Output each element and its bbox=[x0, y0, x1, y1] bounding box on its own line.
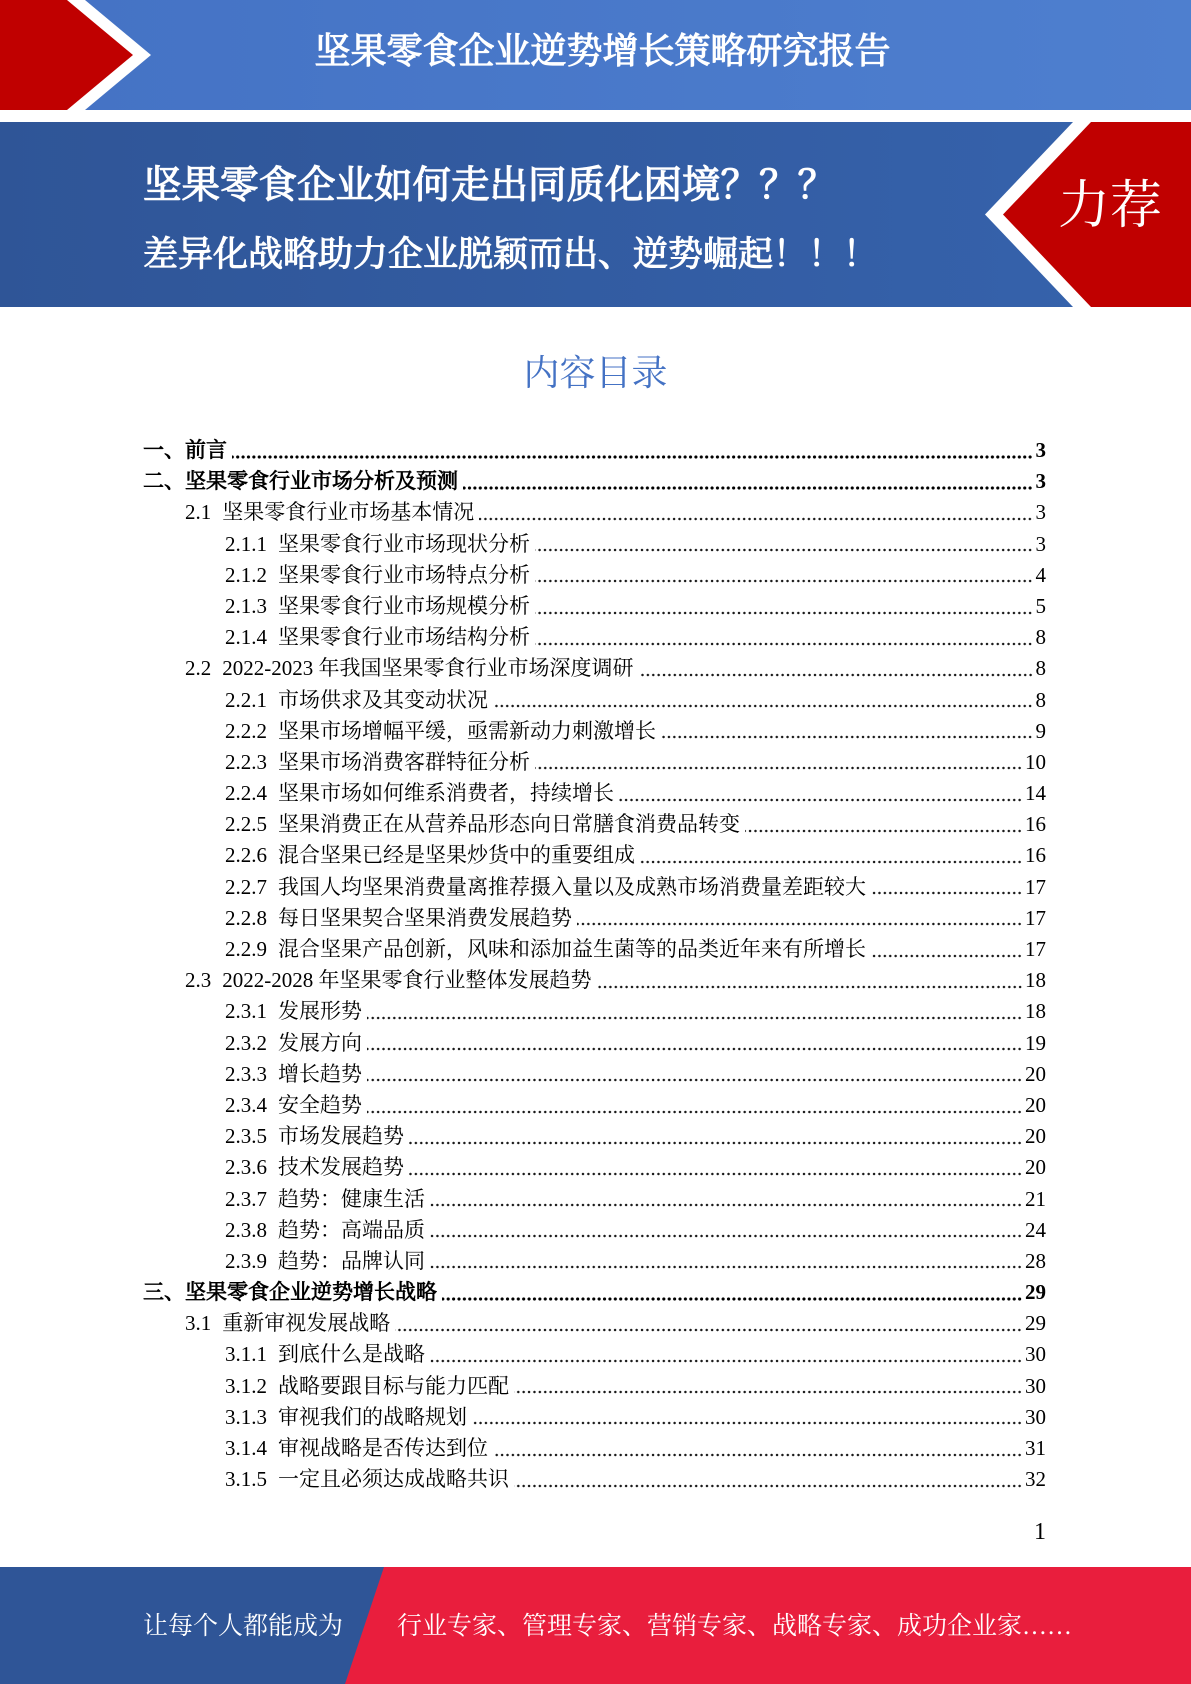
toc-dot-leader bbox=[661, 735, 1034, 739]
toc-entry[interactable] bbox=[143, 747, 1046, 778]
toc-entry-title: 市场供求及其变动状况 bbox=[278, 687, 488, 712]
toc-entry[interactable] bbox=[143, 716, 1046, 747]
toc-entry[interactable] bbox=[143, 934, 1046, 965]
toc-entry[interactable] bbox=[143, 965, 1046, 996]
toc-dot-leader bbox=[745, 829, 1023, 833]
toc-entry-number: 2.3.2 bbox=[225, 1030, 267, 1055]
toc-dot-leader bbox=[871, 954, 1023, 958]
toc-entry-title: 重新审视发展战略 bbox=[222, 1311, 391, 1336]
toc-entry-title: 市场发展趋势 bbox=[278, 1124, 404, 1149]
toc-entry-number: 2.1.3 bbox=[225, 593, 267, 618]
toc-entry-page: 16 bbox=[1025, 843, 1046, 868]
toc-entry-page: 20 bbox=[1025, 1061, 1046, 1086]
toc-entry-page: 9 bbox=[1035, 718, 1046, 743]
toc-entry-page: 20 bbox=[1025, 1092, 1046, 1117]
toc-entry[interactable] bbox=[143, 809, 1046, 840]
toc-entry-number: 2.3.9 bbox=[225, 1248, 267, 1273]
toc-entry-number: 2.2.7 bbox=[225, 874, 267, 899]
toc-entry-number: 3.1.1 bbox=[225, 1342, 267, 1367]
toc-entry-title: 增长趋势 bbox=[278, 1061, 362, 1086]
toc-entry-title: 发展形势 bbox=[278, 999, 362, 1024]
toc-entry-title: 每日坚果契合坚果消费发展趋势 bbox=[278, 905, 572, 930]
recommend-badge: 力荐 bbox=[1058, 178, 1163, 235]
toc-entry-title: 趋势：健康生活 bbox=[278, 1186, 425, 1211]
toc-entry[interactable] bbox=[143, 778, 1046, 809]
toc-dot-leader bbox=[535, 611, 1034, 615]
toc-dot-leader bbox=[619, 798, 1023, 802]
toc-entry-number: 三、 bbox=[143, 1281, 185, 1305]
toc-dot-leader bbox=[367, 1078, 1023, 1082]
toc-entry-page: 20 bbox=[1025, 1155, 1046, 1180]
toc-dot-leader bbox=[430, 1359, 1023, 1363]
toc-entry-title: 坚果零食行业市场基本情况 bbox=[222, 500, 475, 525]
toc-dot-leader bbox=[367, 1047, 1023, 1051]
toc-entry-title: 我国人均坚果消费量离推荐摄入量以及成熟市场消费量差距较大 bbox=[278, 874, 866, 899]
toc-entry-number: 2.1 bbox=[185, 500, 212, 525]
toc-entry-number: 2.2.5 bbox=[225, 812, 267, 837]
toc-dot-leader bbox=[463, 486, 1034, 490]
toc-dot-leader bbox=[493, 1453, 1023, 1457]
toc-entry[interactable] bbox=[143, 653, 1046, 684]
toc-dot-leader bbox=[367, 1110, 1023, 1114]
toc-entry[interactable] bbox=[143, 560, 1046, 591]
toc-entry[interactable] bbox=[143, 1402, 1046, 1433]
toc-dot-leader bbox=[442, 1297, 1023, 1301]
toc-dot-leader bbox=[535, 579, 1034, 583]
toc-dot-leader bbox=[597, 985, 1024, 989]
toc-entry-page: 20 bbox=[1025, 1124, 1046, 1149]
toc-entry[interactable] bbox=[143, 1184, 1046, 1215]
toc-entry-number: 2.2.4 bbox=[225, 781, 267, 806]
toc-entry[interactable] bbox=[143, 1152, 1046, 1183]
toc-entry-page: 28 bbox=[1025, 1248, 1046, 1273]
toc-entry-title: 坚果零食行业市场现状分析 bbox=[278, 531, 530, 556]
toc-entry-title: 战略要跟目标与能力匹配 bbox=[278, 1373, 509, 1398]
toc-entry-page: 8 bbox=[1035, 625, 1046, 650]
toc-entry-page: 17 bbox=[1025, 874, 1046, 899]
toc-dot-leader bbox=[514, 1484, 1023, 1488]
toc-entry-title: 坚果市场消费客群特征分析 bbox=[278, 749, 530, 774]
toc-entry-title: 坚果零食行业市场结构分析 bbox=[278, 625, 530, 650]
banner-subheadline: 差异化战略助力企业脱颖而出、逆势崛起！！！ bbox=[143, 235, 879, 274]
toc-entry-title: 审视我们的战略规划 bbox=[278, 1404, 467, 1429]
toc-entry-number: 2.3.7 bbox=[225, 1186, 267, 1211]
toc-entry-page: 30 bbox=[1025, 1404, 1046, 1429]
toc-entry[interactable] bbox=[143, 622, 1046, 653]
toc-entry-title: 一定且必须达成战略共识 bbox=[278, 1467, 509, 1492]
toc-entry[interactable] bbox=[143, 1371, 1046, 1402]
toc-entry-page: 17 bbox=[1025, 905, 1046, 930]
banner-headline: 坚果零食企业如何走出同质化困境？？？ bbox=[143, 164, 837, 207]
toc-dot-leader bbox=[577, 922, 1023, 926]
toc-entry-title: 发展方向 bbox=[278, 1030, 362, 1055]
toc-entry-number: 2.3.5 bbox=[225, 1124, 267, 1149]
toc-entry-title: 坚果零食行业市场特点分析 bbox=[278, 562, 530, 587]
toc-entry-number: 2.2.1 bbox=[225, 687, 267, 712]
toc-entry-page: 17 bbox=[1025, 937, 1046, 961]
toc-entry[interactable] bbox=[143, 1121, 1046, 1152]
toc-entry-number: 2.2.2 bbox=[225, 718, 267, 743]
toc-entry-title: 到底什么是战略 bbox=[278, 1342, 425, 1367]
toc-entry-number: 3.1.4 bbox=[225, 1436, 267, 1460]
toc-entry-page: 19 bbox=[1025, 1030, 1046, 1055]
toc-dot-leader bbox=[430, 1203, 1023, 1207]
toc-dot-leader bbox=[430, 1265, 1023, 1269]
toc-dot-leader bbox=[535, 548, 1034, 552]
toc-entry-page: 10 bbox=[1025, 749, 1046, 774]
toc-entry-number: 2.1.2 bbox=[225, 562, 267, 587]
toc-entry[interactable] bbox=[143, 466, 1046, 497]
toc-entry-number: 2.3.1 bbox=[225, 999, 267, 1024]
toc-entry-number: 2.2.6 bbox=[225, 843, 267, 868]
toc-entry-number: 2.1.4 bbox=[225, 625, 267, 650]
toc-entry[interactable] bbox=[143, 529, 1046, 560]
toc-entry[interactable] bbox=[143, 1433, 1046, 1464]
toc-entry-page: 8 bbox=[1035, 687, 1046, 712]
toc-dot-leader bbox=[232, 455, 1034, 459]
toc-entry-number: 2.3 bbox=[185, 968, 212, 993]
toc-dot-leader bbox=[395, 1328, 1023, 1332]
toc-entry-title: 技术发展趋势 bbox=[278, 1155, 404, 1180]
toc-entry-title: 审视战略是否传达到位 bbox=[278, 1436, 488, 1460]
toc-entry[interactable] bbox=[143, 435, 1046, 466]
toc-entry-page: 24 bbox=[1025, 1217, 1046, 1242]
toc-dot-leader bbox=[409, 1141, 1023, 1145]
toc-entry-number: 3.1 bbox=[185, 1311, 212, 1336]
toc-entry-page: 3 bbox=[1035, 469, 1046, 494]
toc-entry-number: 2.2 bbox=[185, 656, 212, 681]
toc-entry-number: 2.3.8 bbox=[225, 1217, 267, 1242]
toc-heading: 内容目录 bbox=[523, 352, 668, 393]
toc-dot-leader bbox=[409, 1172, 1023, 1176]
toc-entry-page: 4 bbox=[1035, 562, 1046, 587]
toc-dot-leader bbox=[367, 1016, 1023, 1020]
footer-roles-text: 行业专家、管理专家、营销专家、战略专家、成功企业家…… bbox=[397, 1613, 1073, 1640]
toc-entry[interactable] bbox=[143, 1246, 1046, 1277]
toc-entry-title: 坚果市场增幅平缓，亟需新动力刺激增长 bbox=[278, 718, 656, 743]
toc-entry-page: 3 bbox=[1035, 531, 1046, 556]
toc-entry-number: 3.1.2 bbox=[225, 1373, 267, 1398]
toc-entry-title: 2022-2023 年我国坚果零食行业市场深度调研 bbox=[222, 656, 634, 681]
toc-entry-number: 一、 bbox=[143, 439, 185, 462]
toc-entry-title: 趋势：高端品质 bbox=[278, 1217, 425, 1242]
toc-entry-page: 3 bbox=[1035, 438, 1046, 462]
toc-entry-title: 趋势：品牌认同 bbox=[278, 1248, 425, 1273]
page-number: 1 bbox=[1034, 1519, 1046, 1545]
toc-dot-leader bbox=[639, 673, 1034, 677]
toc-entry-page: 31 bbox=[1025, 1436, 1046, 1460]
toc-dot-leader bbox=[479, 517, 1033, 521]
toc-entry-page: 3 bbox=[1035, 500, 1046, 525]
toc-dot-leader bbox=[493, 704, 1034, 708]
toc-entry-title: 安全趋势 bbox=[278, 1092, 362, 1117]
toc-entry-title: 坚果零食企业逆势增长战略 bbox=[185, 1281, 437, 1305]
toc-entry[interactable] bbox=[143, 1464, 1046, 1495]
toc-entry[interactable] bbox=[143, 840, 1046, 871]
toc-entry-title: 混合坚果产品创新，风味和添加益生菌等的品类近年来有所增长 bbox=[278, 937, 866, 961]
toc-dot-leader bbox=[514, 1390, 1023, 1394]
toc-entry[interactable] bbox=[143, 1308, 1046, 1339]
toc-entry[interactable] bbox=[143, 1059, 1046, 1090]
toc-entry-number: 2.1.1 bbox=[225, 531, 267, 556]
toc-entry-title: 坚果零食行业市场分析及预测 bbox=[185, 470, 458, 494]
toc-entry-page: 8 bbox=[1035, 656, 1046, 681]
toc-entry-page: 14 bbox=[1025, 781, 1046, 806]
toc-dot-leader bbox=[535, 766, 1023, 770]
toc-entry[interactable] bbox=[143, 1090, 1046, 1121]
report-title: 坚果零食企业逆势增长策略研究报告 bbox=[314, 30, 891, 71]
toc-entry[interactable] bbox=[143, 1028, 1046, 1059]
toc-entry-title: 坚果零食行业市场规模分析 bbox=[278, 593, 530, 618]
toc-entry-page: 21 bbox=[1025, 1186, 1046, 1211]
toc-entry[interactable] bbox=[143, 685, 1046, 716]
toc-entry-page: 29 bbox=[1025, 1280, 1046, 1305]
toc-entry-title: 2022-2028 年坚果零食行业整体发展趋势 bbox=[222, 968, 592, 993]
toc-entry[interactable] bbox=[143, 497, 1046, 528]
toc-entry-number: 3.1.5 bbox=[225, 1467, 267, 1492]
toc-entry-title: 混合坚果已经是坚果炒货中的重要组成 bbox=[278, 843, 635, 868]
toc-dot-leader bbox=[430, 1234, 1023, 1238]
toc-entry-number: 2.3.3 bbox=[225, 1061, 267, 1086]
toc-dot-leader bbox=[640, 860, 1023, 864]
toc-entry-page: 18 bbox=[1025, 999, 1046, 1024]
toc-entry[interactable] bbox=[143, 1277, 1046, 1308]
toc-entry-page: 18 bbox=[1025, 968, 1046, 993]
toc-entry-page: 16 bbox=[1025, 812, 1046, 837]
toc-entry-title: 坚果消费正在从营养品形态向日常膳食消费品转变 bbox=[278, 812, 740, 837]
toc-entry[interactable] bbox=[143, 903, 1046, 934]
toc-entry[interactable] bbox=[143, 591, 1046, 622]
toc-entry-number: 3.1.3 bbox=[225, 1404, 267, 1429]
toc-entry-number: 2.2.8 bbox=[225, 905, 267, 930]
toc-entry-title: 坚果市场如何维系消费者，持续增长 bbox=[278, 781, 614, 806]
toc-entry-number: 2.3.6 bbox=[225, 1155, 267, 1180]
toc-list bbox=[143, 435, 1046, 1495]
toc-entry[interactable] bbox=[143, 1339, 1046, 1370]
toc-entry-number: 2.3.4 bbox=[225, 1092, 267, 1117]
toc-dot-leader bbox=[472, 1421, 1023, 1425]
toc-entry-page: 30 bbox=[1025, 1342, 1046, 1367]
toc-entry-page: 32 bbox=[1025, 1467, 1046, 1492]
toc-entry[interactable] bbox=[143, 996, 1046, 1027]
footer-lead-text: 让每个人都能成为 bbox=[143, 1613, 344, 1640]
toc-entry-number: 2.2.9 bbox=[225, 937, 267, 961]
toc-entry-page: 5 bbox=[1035, 593, 1046, 618]
toc-entry[interactable] bbox=[143, 872, 1046, 903]
toc-entry[interactable] bbox=[143, 1215, 1046, 1246]
toc-entry-page: 30 bbox=[1025, 1373, 1046, 1398]
toc-entry-page: 29 bbox=[1025, 1311, 1046, 1336]
toc-dot-leader bbox=[871, 891, 1023, 895]
toc-entry-number: 2.2.3 bbox=[225, 749, 267, 774]
toc-dot-leader bbox=[535, 642, 1034, 646]
toc-entry-title: 前言 bbox=[185, 439, 227, 462]
toc-entry-number: 二、 bbox=[143, 470, 185, 494]
